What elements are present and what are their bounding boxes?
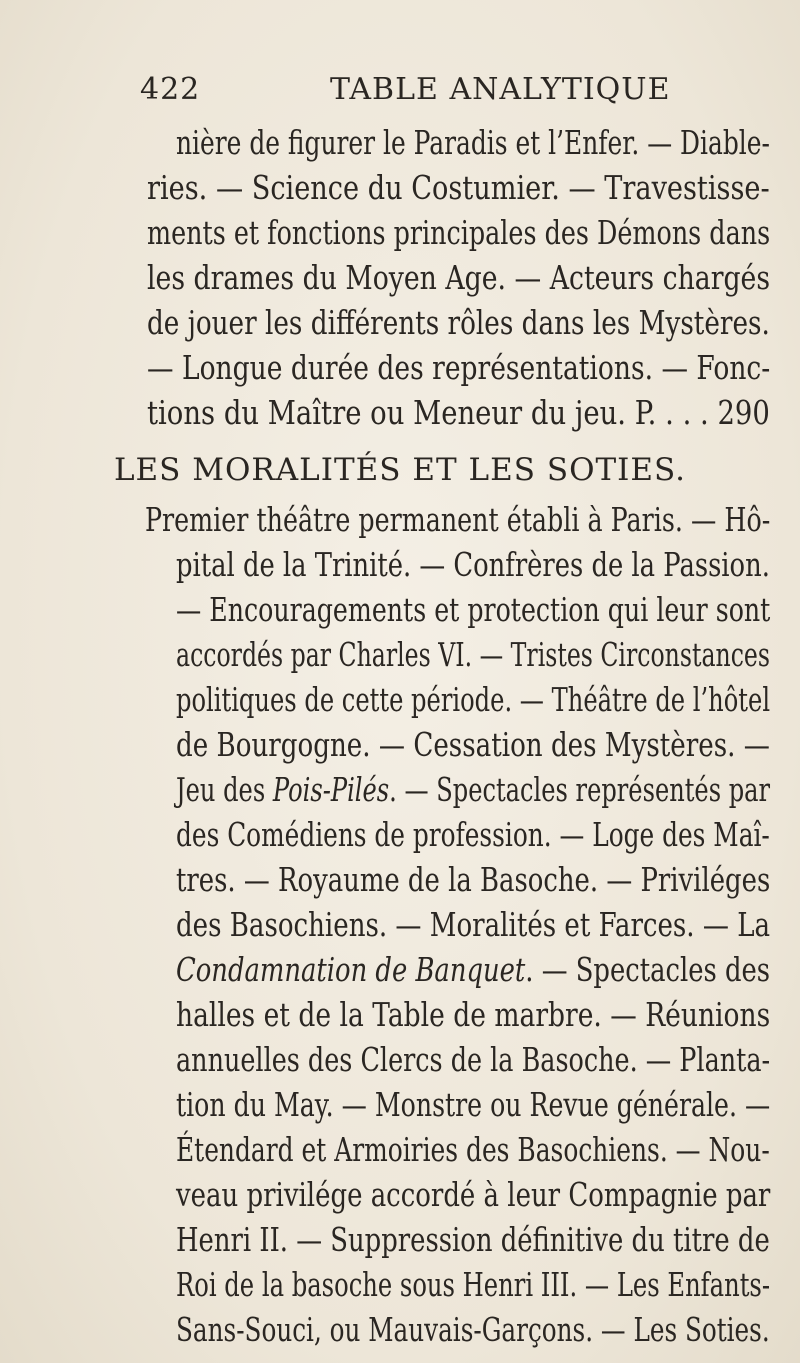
text-line: de Bourgogne. — Cessation des Mystères. — <box>176 725 770 764</box>
text-line: ries. — Science du Costumier. — Travestisse- <box>147 168 770 207</box>
text-line: Sans-Souci, ou Mauvais-Garçons. — Les Soties. <box>176 1310 770 1349</box>
page-number: 422 <box>140 72 201 107</box>
text-line: — Longue durée des représentations. — Fonc- <box>147 348 771 387</box>
text-line: accordés par Charles VI. — Tristes Circonstances <box>176 635 770 674</box>
text-span: . — Spectacles des <box>525 950 771 989</box>
text-line: pital de la Trinité. — Confrères de la Passion. <box>176 545 770 584</box>
text-line: des Comédiens de profession. — Loge des Maî- <box>176 815 770 854</box>
text-line: tion du May. — Monstre ou Revue générale. — <box>176 1085 771 1124</box>
text-line: les drames du Moyen Age. — Acteurs chargés <box>147 258 771 297</box>
text-line: nière de figurer le Paradis et l’Enfer. — Diable- <box>176 123 770 162</box>
italic-title: Condamnation de Banquet <box>176 950 526 989</box>
page-header <box>0 72 800 112</box>
text-line: halles et de la Table de marbre. — Réunions <box>176 995 771 1034</box>
text-span: . — Spectacles représentés par <box>389 770 771 809</box>
text-line: Premier théâtre permanent établi à Paris. — Hô- <box>145 500 771 539</box>
text-line: veau privilége accordé à leur Compagnie par <box>176 1175 771 1214</box>
text-line: politiques de cette période. — Théâtre de l’hôtel <box>176 680 771 719</box>
text-line <box>176 768 770 812</box>
text-line: des Basochiens. — Moralités et Farces. — La <box>176 905 771 944</box>
text-line: annuelles des Clercs de la Basoche. — Planta- <box>176 1040 771 1079</box>
text-line: — Encouragements et protection qui leur sont <box>176 590 771 629</box>
text-line: Henri II. — Suppression définitive du titre de <box>176 1220 770 1259</box>
section-heading: LES MORALITÉS ET LES SOTIES. <box>113 452 687 488</box>
text-line: tions du Maître ou Meneur du jeu. P. . . . 290 <box>147 393 770 432</box>
italic-title: Pois-Pilés <box>272 770 390 809</box>
text-line <box>176 948 770 992</box>
text-line: Roi de la basoche sous Henri III. — Les Enfants- <box>176 1265 771 1304</box>
text-line: de jouer les différents rôles dans les Mystères. <box>147 303 770 342</box>
text-line: ments et fonctions principales des Démons dans <box>147 213 771 252</box>
running-title: TABLE ANALYTIQUE <box>330 72 671 107</box>
text-span: Jeu des <box>176 770 273 809</box>
text-line: Étendard et Armoiries des Basochiens. — Nou- <box>176 1130 770 1169</box>
text-line: tres. — Royaume de la Basoche. — Priviléges <box>176 860 771 899</box>
